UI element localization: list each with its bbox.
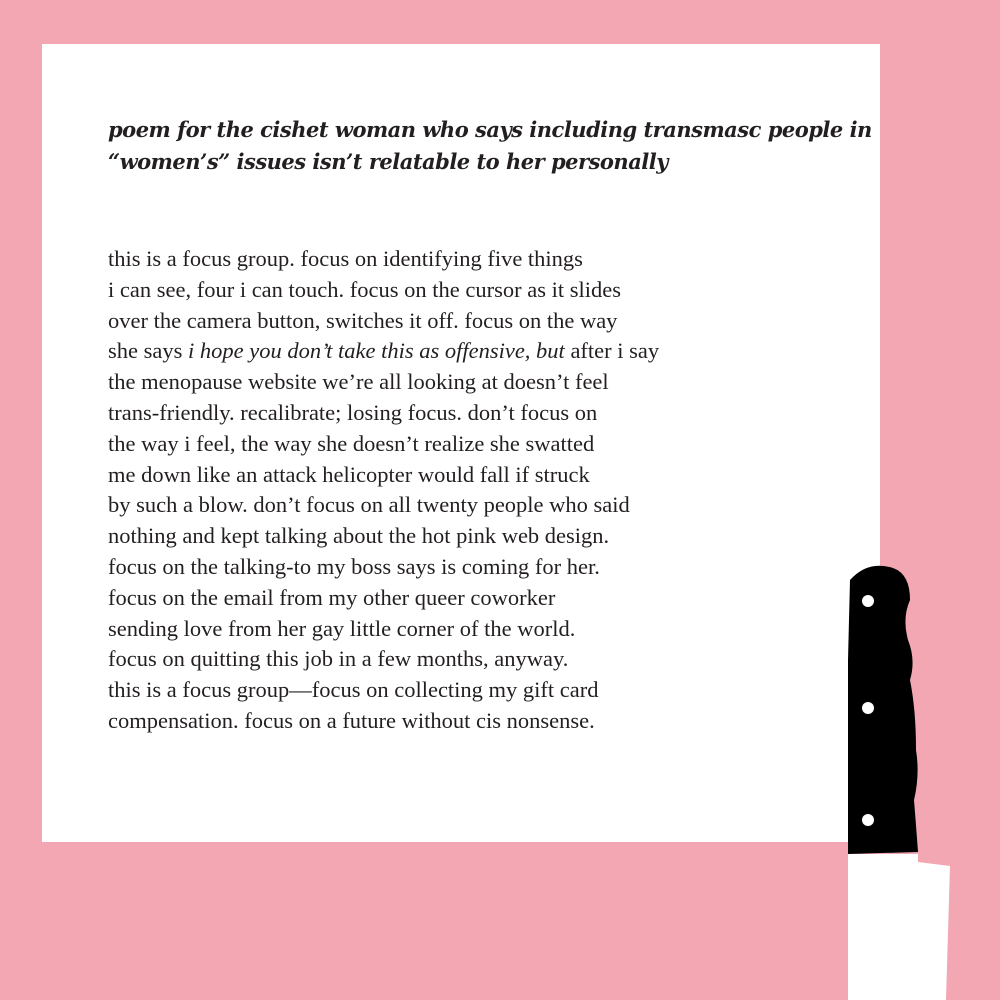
poem-line [108, 460, 808, 491]
knife-rivet [862, 814, 874, 826]
poem-text: trans-friendly. recalibrate; losing focus. don’t focus on [108, 399, 598, 425]
poem-text: after i say [564, 338, 660, 364]
poem-text: this is a focus group—focus on collecting my gift card [108, 677, 599, 703]
poem-text: over the camera button, switches it off. focus on the way [108, 307, 618, 333]
knife-rivet [862, 702, 874, 714]
knife-icon [838, 560, 958, 1000]
poem-text: me down like an attack helicopter would fall if struck [108, 461, 590, 487]
poem-text: nothing and kept talking about the hot pink web design. [108, 523, 610, 549]
poem-text: i can see, four i can touch. focus on the cursor as it slides [108, 276, 621, 302]
poem-text: by such a blow. don’t focus on all twenty people who said [108, 492, 630, 518]
poem-text: focus on quitting this job in a few months, anyway. [108, 646, 569, 672]
poem-text: focus on the email from my other queer coworker [108, 584, 556, 610]
poem-line [108, 367, 808, 398]
poem-text: focus on the talking-to my boss says is coming for her. [108, 553, 600, 579]
knife-handle [848, 566, 918, 854]
knife-blade [848, 854, 950, 1000]
poem-line [108, 244, 808, 275]
poem-line [108, 644, 808, 675]
poem-line [108, 521, 808, 552]
poem-text: the way i feel, the way she doesn’t realize she swatted [108, 430, 595, 456]
poem-line [108, 275, 808, 306]
poem-line [108, 706, 808, 737]
poem-card [42, 44, 880, 842]
poem-line [108, 614, 808, 645]
poem-line [108, 398, 808, 429]
poem-line [108, 336, 808, 367]
poem-line [108, 306, 808, 337]
poem-title [108, 114, 872, 178]
poem-italic-quote: i hope you don’t take this as offensive, but [188, 338, 565, 364]
knife-rivet [862, 595, 874, 607]
poem-title-line: “women’s” issues isn’t relatable to her personally [108, 149, 668, 174]
poem-line [108, 552, 808, 583]
poem-text: compensation. focus on a future without cis nonsense. [108, 707, 595, 733]
poem-text: this is a focus group. focus on identifying five things [108, 246, 583, 271]
poem-text: she says [108, 338, 188, 364]
poem-line [108, 675, 808, 706]
poem-line [108, 490, 808, 521]
poem-line [108, 429, 808, 460]
poem-body [108, 244, 808, 737]
poem-text: the menopause website we’re all looking at doesn’t feel [108, 369, 609, 395]
poem-line [108, 583, 808, 614]
poem-title-line: poem for the cishet woman who says including transmasc people in [108, 117, 872, 142]
poem-text: sending love from her gay little corner of the world. [108, 615, 576, 641]
